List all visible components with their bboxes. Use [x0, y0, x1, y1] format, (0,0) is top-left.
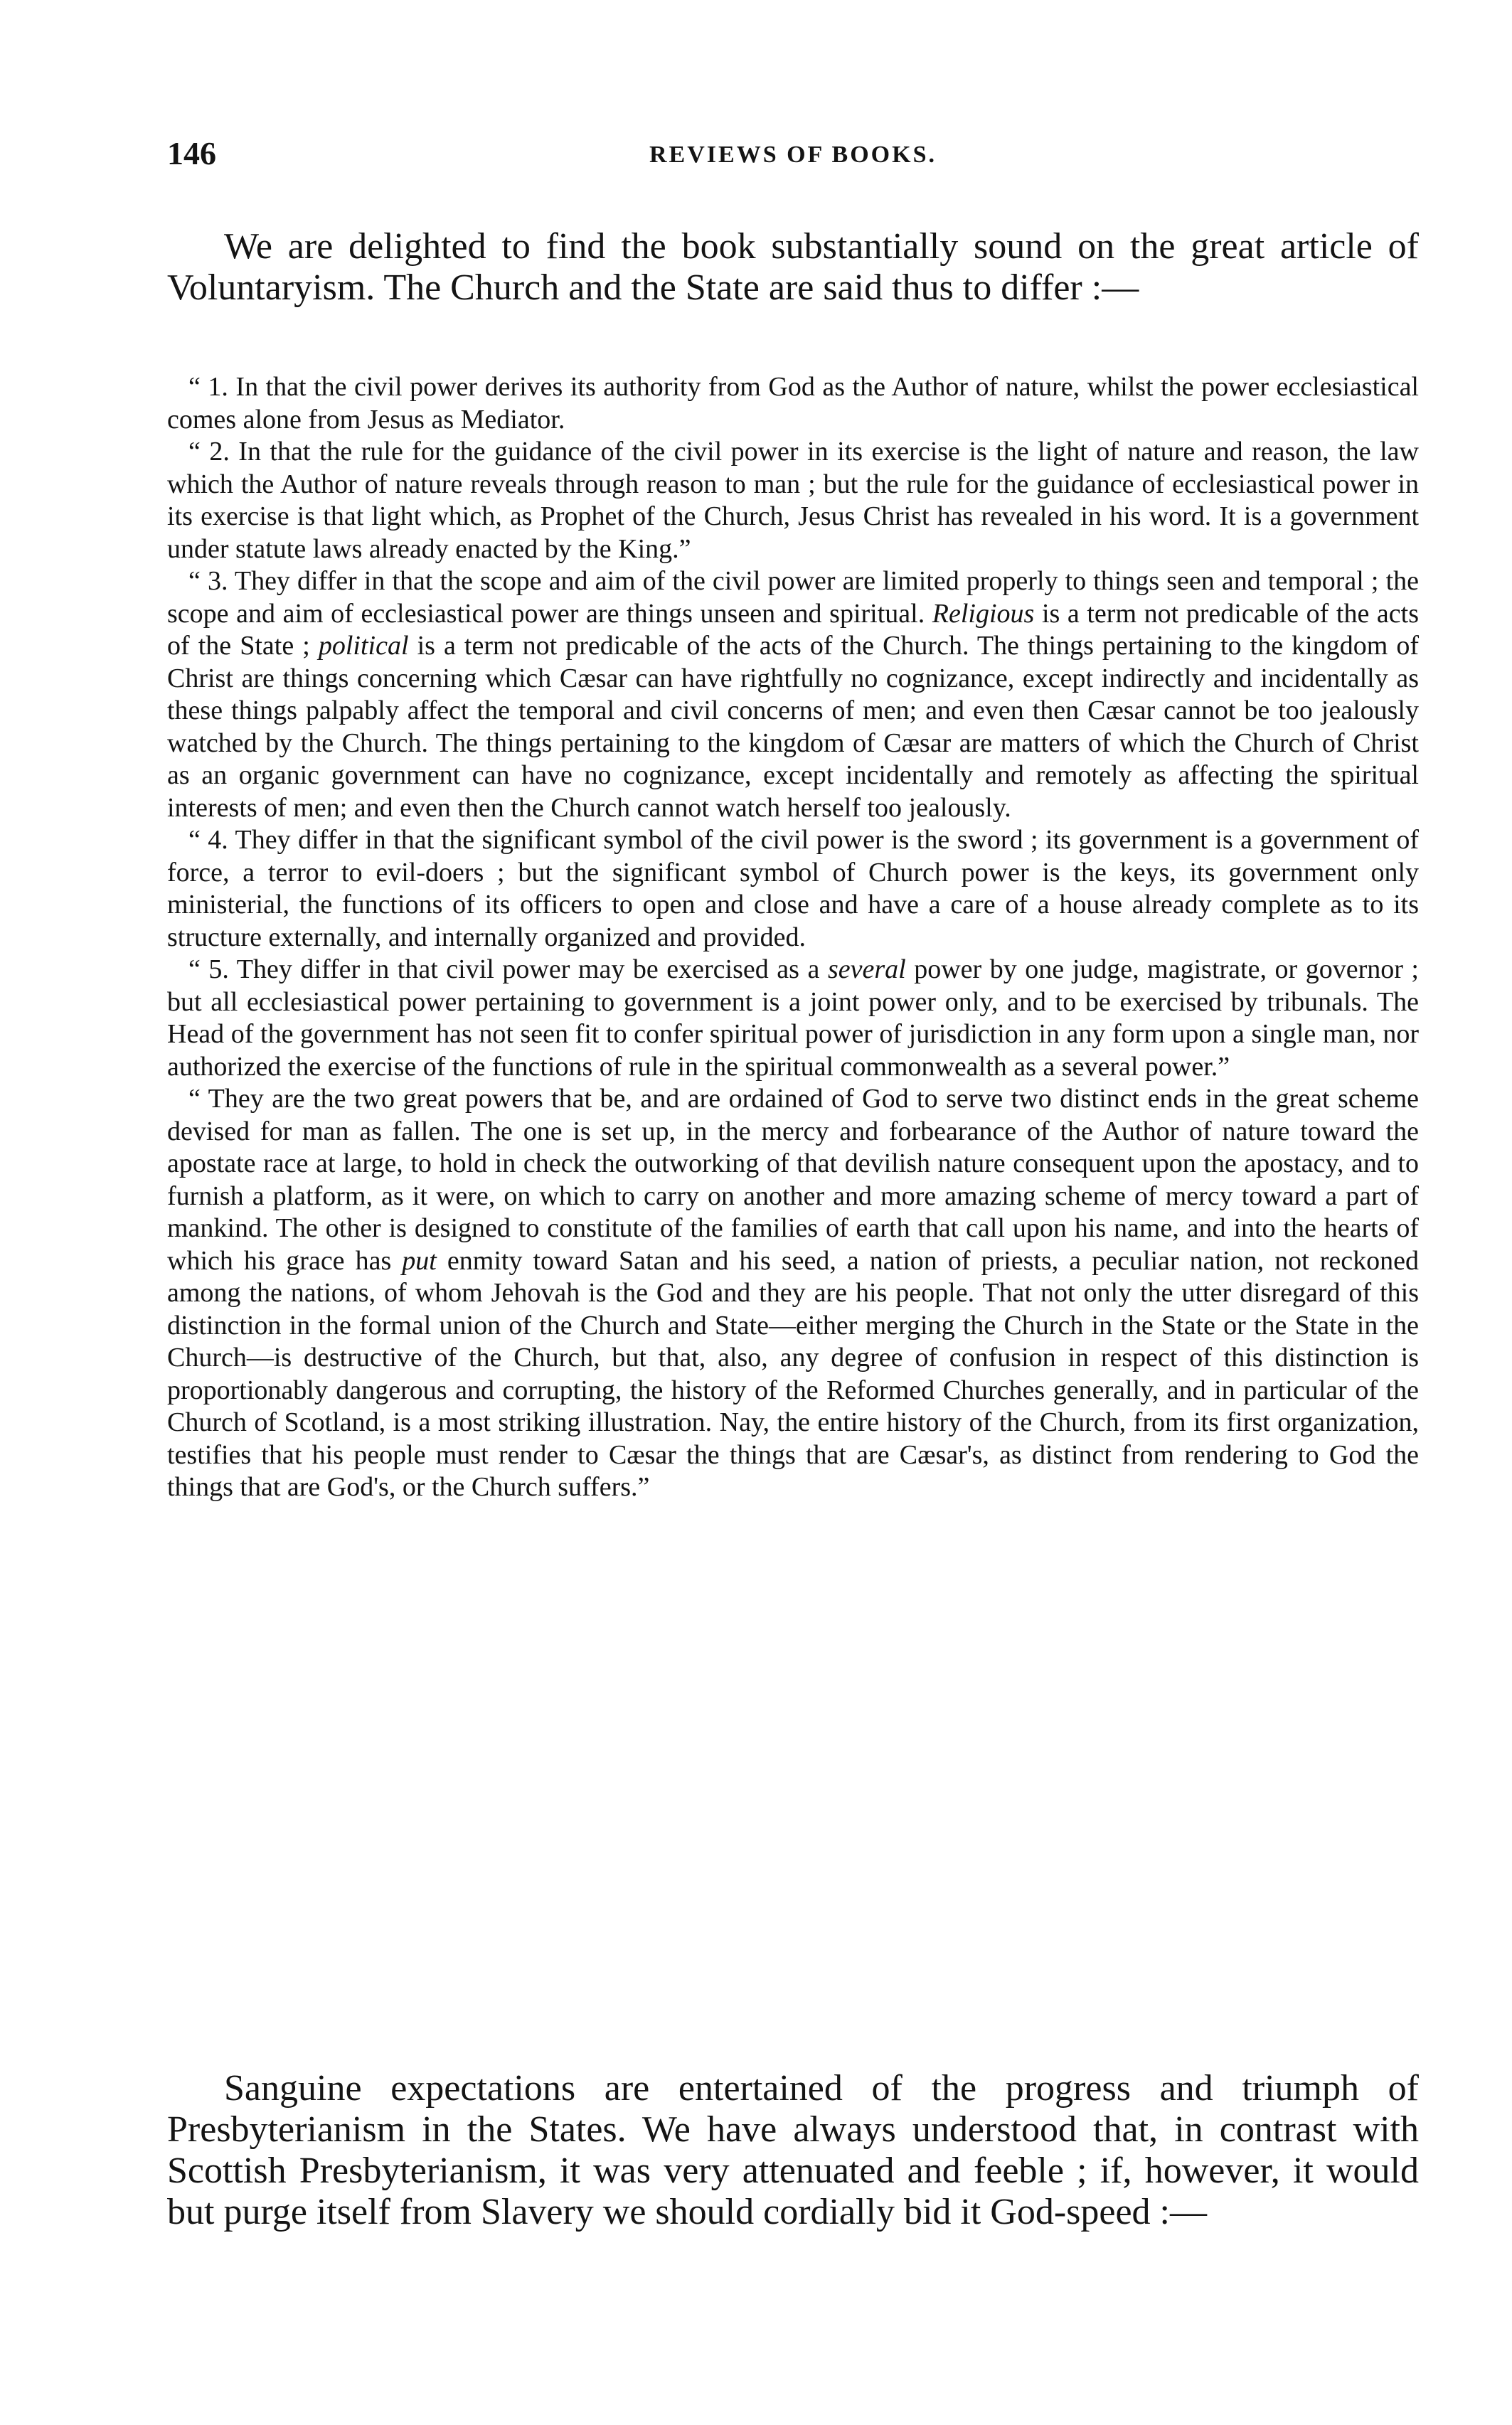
page-header: [167, 132, 1419, 182]
intro-paragraph: We are delighted to find the book substantially sound on the great article of Voluntaryism. The Church and the State are said thus to differ :—: [167, 226, 1419, 308]
block-quotation: [167, 371, 1419, 1504]
italic-political: political: [318, 631, 409, 661]
italic-religious: Religious: [932, 598, 1035, 629]
closing-paragraph: Sanguine expectations are entertained of the progress and triumph of Presbyterianism in the States. We have always understood that, in contrast with Scottish Presbyterianism, it was very attenuated and feeble ; if, however, it would but purge itself from Slavery we should cordially bid it God-speed :—: [167, 2068, 1419, 2232]
quote-point-3: “ 3. They differ in that the scope and aim of the civil power are limited properly to things seen and temporal ; the scope and aim of ecclesiastical power are things unseen and spiritual. Religious is a term not predicable of the acts of the State ; political is a term not predicable of the acts of the Church. The things pertaining to the kingdom of Christ are things concerning which Cæsar can have rightfully no cognizance, except indirectly and incidentally as these things palpably affect the temporal and civil concerns of men; and even then Cæsar cannot be too jealously watched by the Church. The things pertaining to the kingdom of Cæsar are matters of which the Church of Christ as an organic government can have no cognizance, except incidentally and remotely as affecting the spiritual interests of men; and even then the Church cannot watch herself too jealously.: [167, 566, 1419, 823]
italic-put: put: [402, 1245, 437, 1276]
running-title: REVIEWS OF BOOKS.: [649, 142, 937, 168]
quote-point-5: “ 5. They differ in that civil power may be exercised as a several power by one judge, magistrate, or governor ; but all ecclesiastical power pertaining to government is a joint power only, and to be exercised by tribunals. The Head of the government has not seen fit to confer spiritual power of jurisdiction in any form upon a single man, nor authorized the exercise of the functions of rule in the spiritual commonwealth as a several power.”: [167, 954, 1419, 1082]
italic-several: several: [827, 954, 906, 984]
page-number: 146: [167, 135, 216, 171]
quote-point-2: “ 2. In that the rule for the guidance of the civil power in its exercise is the light of nature and reason, the law which the Author of nature reveals through reason to man ; but the rule for the guidance of ecclesiastical power in its exercise is that light which, as Prophet of the Church, Jesus Christ has revealed in his word. It is a government under statute laws already enacted by the King.”: [167, 437, 1419, 564]
quote-conclusion: “ They are the two great powers that be, and are ordained of God to serve two distinct ends in the great scheme devised for man as fallen. The one is set up, in the mercy and forbearance of the Author of nature toward the apostate race at large, to hold in check the outworking of that devilish nature consequent upon the apostacy, and to furnish a platform, as it were, on which to carry on another and more amazing scheme of mercy toward a part of mankind. The other is designed to constitute of the families of earth that call upon his name, and into the hearts of which his grace has put enmity toward Satan and his seed, a nation of priests, a peculiar nation, not reckoned among the nations, of whom Jehovah is the God and they are his people. That not only the utter disregard of this distinction in the formal union of the Church and State—either merging the Church in the State or the State in the Church—is destructive of the Church, but that, also, any degree of confusion in respect of this distinction is proportionably dangerous and corrupting, the history of the Reformed Churches generally, and in particular of the Church of Scotland, is a most striking illustration. Nay, the entire history of the Church, from its first organization, testifies that his people must render to Cæsar the things that are Cæsar's, as distinct from rendering to God the things that are God's, or the Church suffers.”: [167, 1084, 1419, 1502]
quote-point-1: “ 1. In that the civil power derives its authority from God as the Author of nature, whilst the power ecclesiastical comes alone from Jesus as Mediator.: [167, 372, 1419, 435]
quote-point-4: “ 4. They differ in that the significant symbol of the civil power is the sword ; its government is a government of force, a terror to evil-doers ; but the significant symbol of Church power is the keys, its government only ministerial, the functions of its officers to open and close and have a care of a house already complete as to its structure externally, and internally organized and provided.: [167, 825, 1419, 952]
